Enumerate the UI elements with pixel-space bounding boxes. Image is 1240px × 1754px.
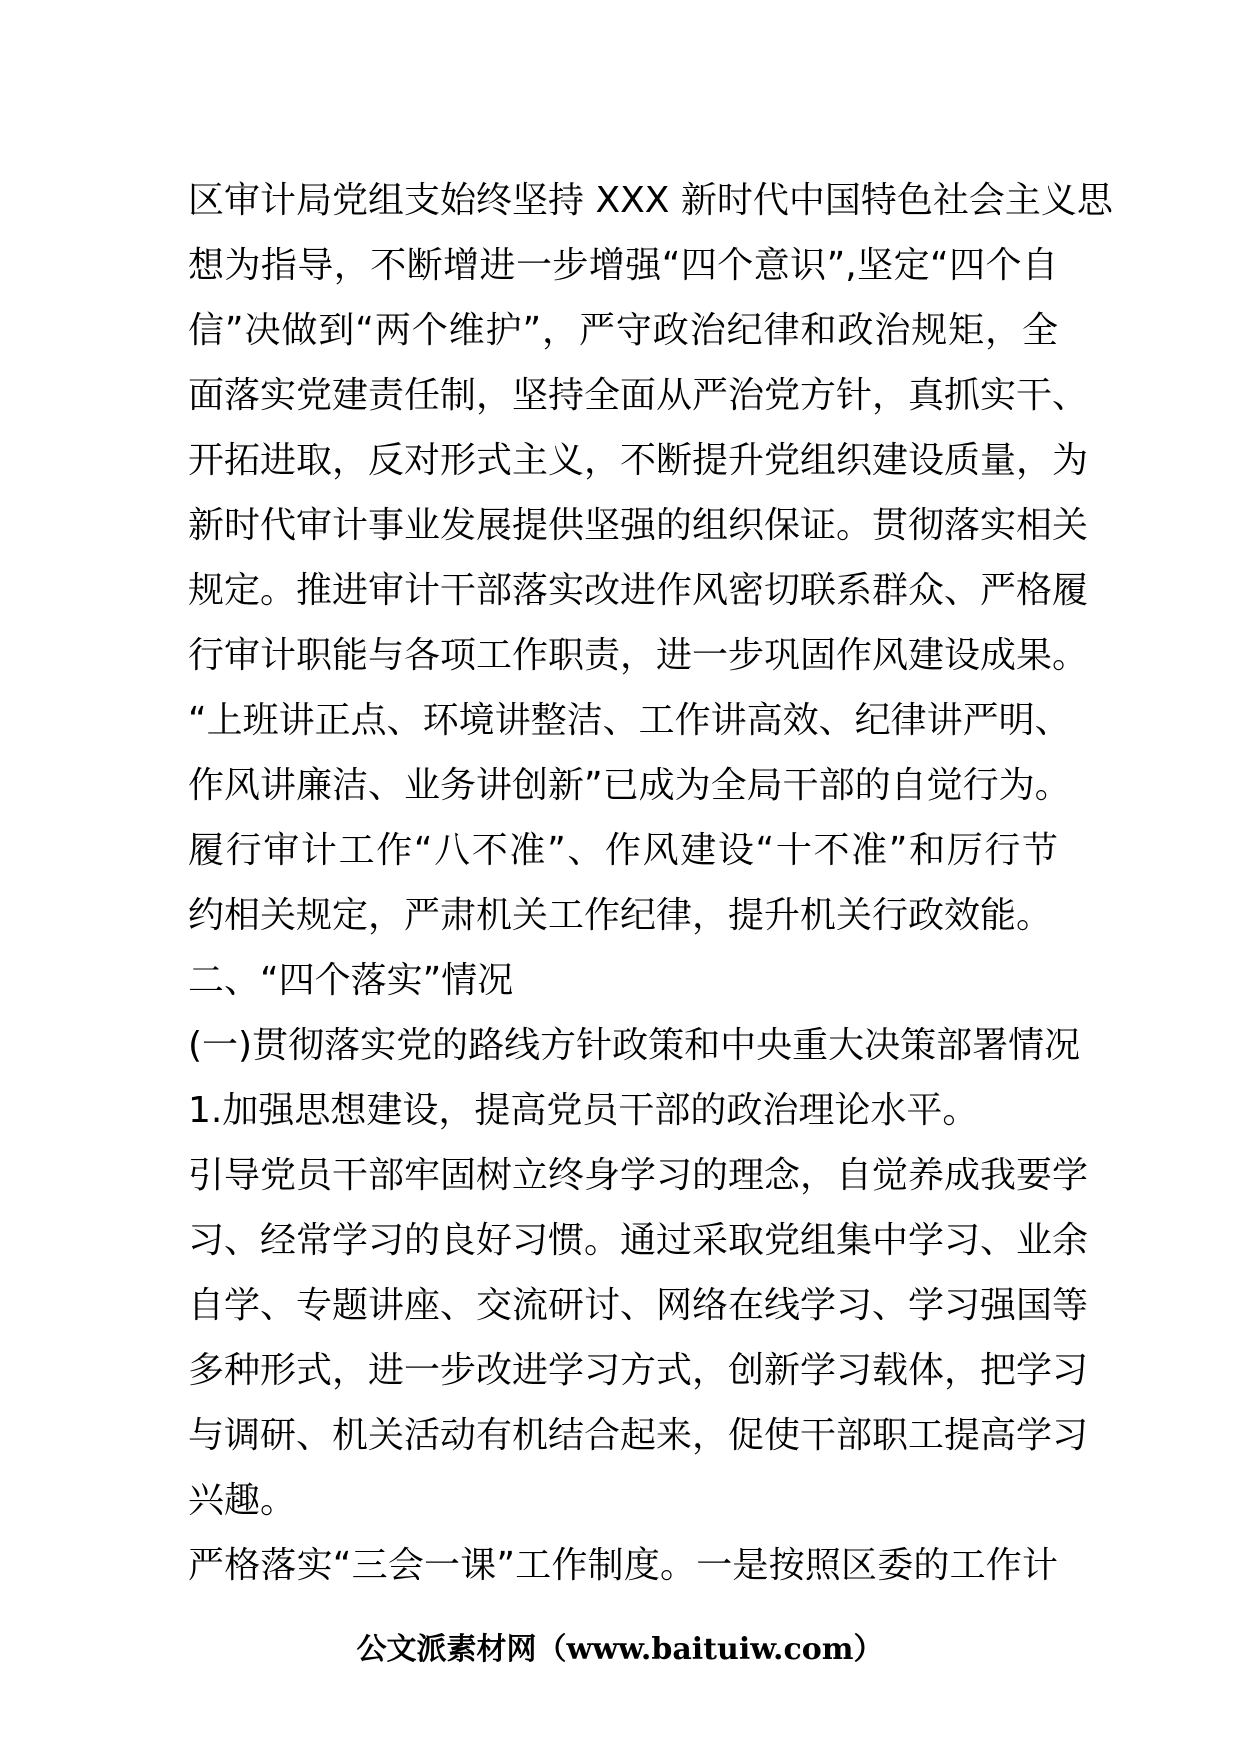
text-line: 习、经常学习的良好习惯。通过采取党组集中学习、业余 [188, 1220, 1089, 1261]
document-body [188, 168, 1113, 1598]
section-heading: 二、“四个落实”情况 [188, 960, 514, 1001]
text-line: 履行审计工作“八不准”、作风建设“十不准”和厉行节 [188, 830, 1058, 871]
text-line: 多种形式，进一步改进学习方式，创新学习载体，把学习 [188, 1350, 1089, 1391]
text-line: 行审计职能与各项工作职责，进一步巩固作风建设成果。 [188, 635, 1089, 676]
footer-watermark: 公文派素材网（www.baituiw.com） [356, 1632, 884, 1667]
text-line: 作风讲廉洁、业务讲创新”已成为全局干部的自觉行为。 [188, 765, 1071, 806]
text-line: 引导党员干部牢固树立终身学习的理念，自觉养成我要学 [188, 1155, 1089, 1196]
text-line: 新时代审计事业发展提供坚强的组织保证。贯彻落实相关 [188, 505, 1089, 546]
text-line: 约相关规定，严肃机关工作纪律，提升机关行政效能。 [188, 895, 1053, 936]
text-line: 区审计局党组支始终坚持 XXX 新时代中国特色社会主义思 [188, 180, 1113, 221]
subsection-heading: (一)贯彻落实党的路线方针政策和中央重大决策部署情况 [188, 1025, 1081, 1066]
text-line: 面落实党建责任制，坚持全面从严治党方针，真抓实干、 [188, 375, 1089, 416]
text-line: 严格落实“三会一课”工作制度。一是按照区委的工作计 [188, 1545, 1058, 1586]
text-line: 与调研、机关活动有机结合起来，促使干部职工提高学习 [188, 1415, 1089, 1456]
item-heading: 1.加强思想建设，提高党员干部的政治理论水平。 [188, 1090, 979, 1131]
text-line: 兴趣。 [188, 1480, 297, 1521]
text-line: 自学、专题讲座、交流研讨、网络在线学习、学习强国等 [188, 1285, 1089, 1326]
text-line: 想为指导，不断增进一步增强“四个意识”,坚定“四个自 [188, 245, 1058, 286]
text-line: 规定。推进审计干部落实改进作风密切联系群众、严格履 [188, 570, 1089, 611]
text-line: 开拓进取，反对形式主义，不断提升党组织建设质量，为 [188, 440, 1089, 481]
text-line: “上班讲正点、环境讲整洁、工作讲高效、纪律讲严明、 [188, 700, 1071, 741]
text-line: 信”决做到“两个维护”，严守政治纪律和政治规矩，全 [188, 310, 1058, 351]
